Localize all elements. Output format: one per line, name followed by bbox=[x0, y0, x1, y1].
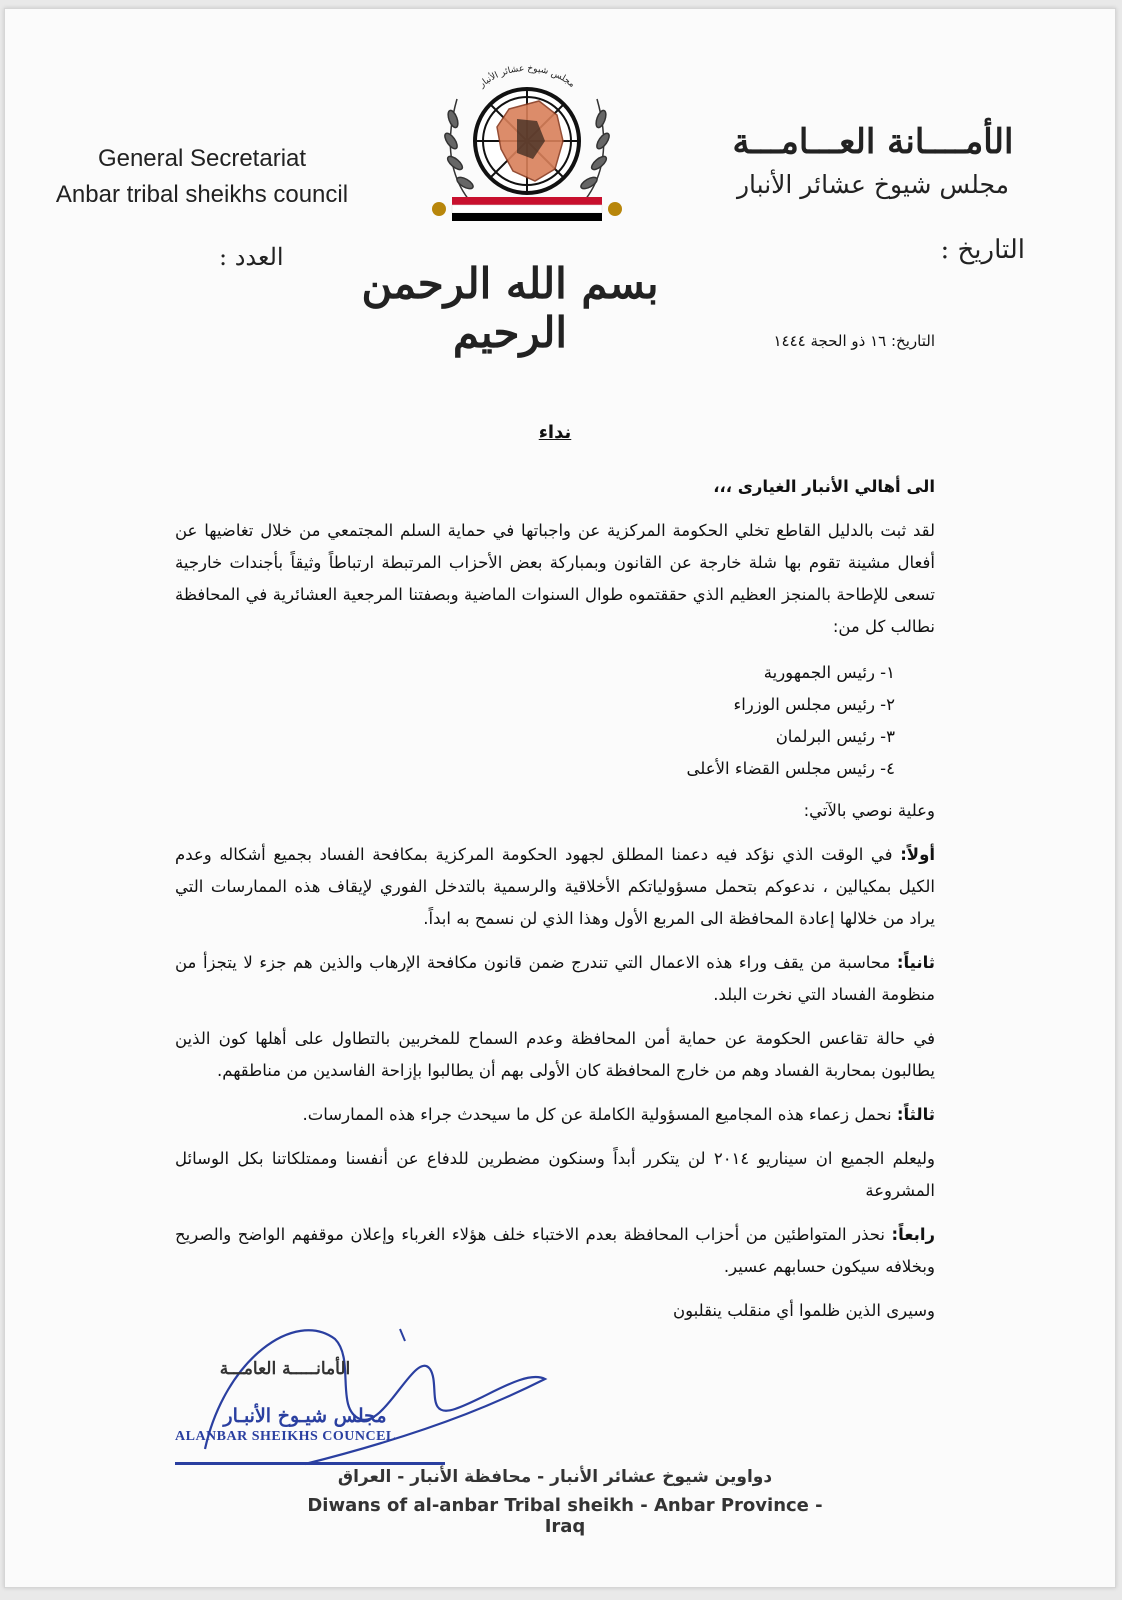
signature-title: الأمانـــــة العامـــة bbox=[219, 1359, 351, 1379]
letter-title: نداء bbox=[538, 422, 572, 443]
failure-paragraph: في حالة تقاعس الحكومة عن حماية أمن المحافظة وعدم السماح للمخربين بالتطاول على أهلها كون الذين يطالبون بمحاربة الفساد وهم من خارج المحافظة كان الأولى بهم أن يطالبوا بإزاحة الفاسدين من مناطقهم. bbox=[175, 1029, 935, 1080]
emblem-arc-text: مجلس شيوخ عشائر الأنبار bbox=[477, 63, 577, 90]
ar-header-line2: مجلس شيوخ عشائر الأنبار bbox=[736, 170, 1010, 199]
footer-english: Diwans of al-anbar Tribal sheikh - Anbar Province - Iraq bbox=[307, 1495, 823, 1537]
point-fourth-text: نحذر المتواطئين من أحزاب المحافظة بعدم الاختباء خلف هؤلاء الغرباء وإعلان موقفهم الواضح والصريح وبخلافه سيكون حسابهم عسير. bbox=[175, 1225, 935, 1276]
list-item: ٣- رئيس البرلمان bbox=[775, 727, 895, 746]
point-first-lead: أولاً: bbox=[900, 845, 935, 864]
council-name-ar: مجلس شيـوخ الأنبـار bbox=[223, 1405, 387, 1427]
point-second-text: محاسبة من يقف وراء هذه الاعمال التي تندرج ضمن قانون مكافحة الإرهاب والذين هم جزء لا يتجزأ من منظومة الفساد التي نخرت البلد. bbox=[175, 953, 935, 1004]
point-second bbox=[175, 947, 935, 1011]
list-item: ٢- رئيس مجلس الوزراء bbox=[733, 695, 895, 714]
point-fourth bbox=[175, 1219, 935, 1283]
list-item: ١- رئيس الجمهورية bbox=[763, 663, 895, 682]
point-third-text: نحمل زعماء هذه المجاميع المسؤولية الكاملة عن كل ما سيحدث جراء هذه الممارسات. bbox=[302, 1105, 897, 1124]
ar-header-line1: الأمــــانة العـــامـــة bbox=[732, 122, 1014, 162]
en-header-line2: Anbar tribal sheikhs council bbox=[55, 181, 349, 208]
intro-paragraph: لقد ثبت بالدليل القاطع تخلي الحكومة المركزية عن واجباتها في حماية السلم المجتمعي من خلال تغاضيها عن أفعال مشينة تقوم بها شلة خارجة عن القانون وبمباركة بعض الأحزاب المرتبطة ارتباطاً وثيقاً بأجندات خارجية تسعى للإطاحة بالمنجز العظيم الذي حققتموه طوال السنوات الماضية وبصفتنا المرجعية العشائرية في المحافظة نطالب كل من: bbox=[175, 521, 935, 636]
en-header-line1: General Secretariat bbox=[97, 145, 307, 172]
scenario-paragraph: وليعلم الجميع ان سيناريو ٢٠١٤ لن يتكرر أبداً وسنكون مضطرين للدفاع عن أنفسنا وممتلكاتنا بكل الوسائل المشروعة bbox=[175, 1149, 935, 1200]
point-second-lead: ثانياً: bbox=[896, 953, 935, 972]
letter-body bbox=[175, 325, 935, 1327]
letter-sheet bbox=[4, 8, 1116, 1588]
letter-date: التاريخ: ١٦ ذو الحجة ١٤٤٤ bbox=[773, 332, 935, 350]
council-emblem-icon bbox=[417, 49, 637, 234]
date-label: التاريخ : bbox=[940, 235, 1025, 265]
point-third-lead: ثالثاً: bbox=[896, 1105, 935, 1124]
closing-verse: وسيرى الذين ظلموا أي منقلب ينقلبون bbox=[672, 1301, 935, 1320]
point-fourth-lead: رابعاً: bbox=[891, 1225, 935, 1244]
point-first bbox=[175, 839, 935, 935]
list-item: ٤- رئيس مجلس القضاء الأعلى bbox=[686, 759, 895, 778]
signature-block bbox=[175, 1359, 435, 1445]
stamp-underline bbox=[175, 1462, 445, 1465]
point-third bbox=[175, 1099, 935, 1131]
number-label: العدد : bbox=[219, 243, 284, 271]
footer-arabic: دواوين شيوخ عشائر الأنبار - محافظة الأنبار - العراق bbox=[337, 1467, 773, 1487]
council-name-en: ALANBAR SHEIKHS COUNCEL bbox=[175, 1429, 396, 1444]
basmala: بسم الله الرحمن الرحيم bbox=[361, 259, 659, 357]
letter-addressee: الى أهالي الأنبار الغيارى ،،، bbox=[713, 477, 935, 496]
point-first-text: في الوقت الذي نؤكد فيه دعمنا المطلق لجهود الحكومة المركزية بمكافحة الفساد بجميع أشكاله وعدم الكيل بمكيالين ، ندعوكم بتحمل مسؤولياتكم الأخلاقية والرسمية بالتدخل الفوري لإيقاف هذه الممارسات التي يراد من خلالها إعادة المحافظة الى المربع الأول وهذا الذي لن نسمح به ابداً. bbox=[175, 845, 935, 928]
english-letterhead bbox=[37, 141, 367, 213]
recipients-list bbox=[175, 657, 935, 785]
recommend-line: وعلية نوصي بالآتي: bbox=[803, 801, 935, 820]
arabic-letterhead bbox=[713, 119, 1033, 205]
